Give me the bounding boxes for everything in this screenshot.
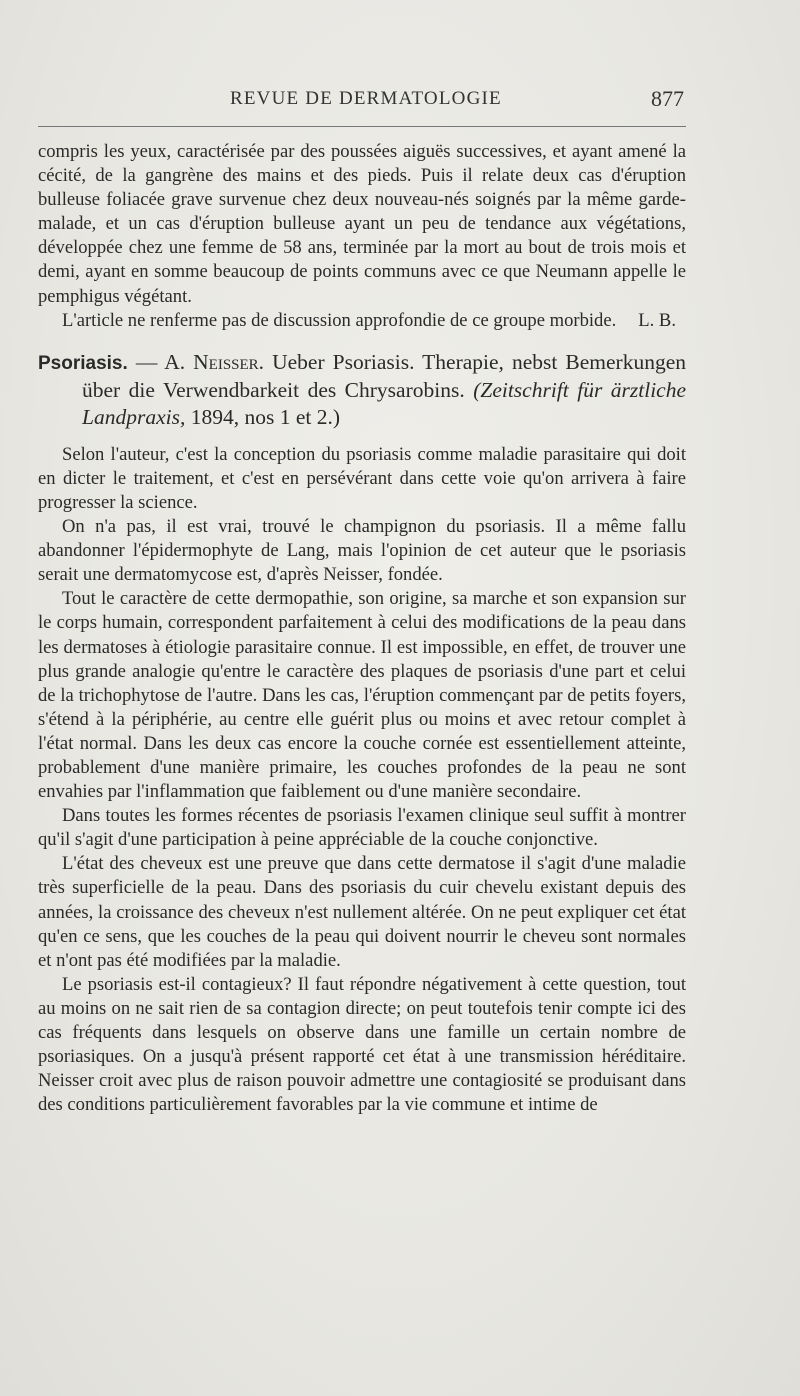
prev-article-closing: L'article ne renferme pas de discussion approfondie de ce groupe morbide.: [62, 309, 617, 331]
author-initial: A.: [164, 349, 186, 374]
paragraph: Tout le caractère de cette dermopathie, son origine, sa marche et son expansion sur le corps humain, correspondent parfaitement à celui des modifications de la peau dans les dermatoses à étiologie parasitaire connue. Il est impossible, en effet, de trouver une plus grande analogie qu'entre le caractère des plaques de psoriasis d'une part et celui de la trichophytose de l'autre. Dans les cas, l'éruption commençant par de petits foyers, s'étend à la périphérie, au centre elle guérit plus ou moins et avec retour complet à l'état normal. Dans les deux cas encore la couche cornée est essentiellement atteinte, probablement d'une manière primaire, les couches profondes de la peau ne sont envahies par l'inflammation que faiblement ou d'une manière secondaire.: [38, 588, 686, 803]
paragraph: Selon l'auteur, c'est la conception du psoriasis comme maladie parasitaire qui doit en dicter le traitement, et c'est en persévérant dans cette voie qu'on arrivera à faire progresser la science.: [38, 443, 686, 513]
prev-article-text: compris les yeux, caractérisée par des poussées aiguës successives, et ayant amené la cécité, de la gangrène des mains et des pieds. Puis il relate deux cas d'éruption bulleuse foliacée grave survenue chez deux nouveau-nés soignés par la même garde-malade, et un cas d'éruption bulleuse ayant un peu de tendance aux végétations, développée chez une femme de 58 ans, terminée par la mort au bout de trois mois et demi, ayant en somme beaucoup de points communs avec ce que Neumann appelle le pemphigus végétant.: [38, 141, 686, 307]
paragraph: Dans toutes les formes récentes de psoriasis l'examen clinique seul suffit à montrer qu'il s'agit d'une participation à peine appréciable de la couche conjonctive.: [38, 805, 686, 851]
header-rule: [38, 126, 686, 127]
citation: 1894, nos 1 et 2.): [190, 404, 341, 429]
paragraph: Le psoriasis est-il contagieux? Il faut répondre négativement à cette question, tout au moins on ne sait rien de sa contagion directe; on peut toutefois tenir compte ici des cas fréquents dans lesquels on observe dans une famille un certain nombre de psoriasiques. On a jusqu'à présent rapporté cet état à une transmission héréditaire. Neisser croit avec plus de raison pouvoir admettre une contagiosité se produisant dans des conditions particulièrement favorables par la vie commune et intime de: [38, 973, 686, 1116]
paragraph: On n'a pas, il est vrai, trouvé le champignon du psoriasis. Il a même fallu abandonner l'épidermophyte de Lang, mais l'opinion de cet auteur que le psoriasis serait une dermatomycose est, d'après Neisser, fondée.: [38, 516, 686, 586]
reviewer-signature: L. B.: [638, 309, 676, 331]
running-header: [38, 84, 686, 114]
page-number: 877: [651, 86, 684, 111]
paragraph: L'état des cheveux est une preuve que dans cette dermatose il s'agit d'une maladie très superficielle de la peau. Dans des psoriasis du cuir chevelu existant depuis des années, la croissance des cheveux n'est nullement altérée. On ne peut expliquer cet état qu'en ce sens, que les couches de la peau qui doivent nourrir le cheveu sont normales et n'ont pas été modifiées par la maladie.: [38, 853, 686, 971]
article-topic: Psoriasis.: [38, 352, 128, 374]
article-author: Neisser.: [193, 349, 265, 374]
journal-name: (Zeitschrift für ärztliche Landpraxis,: [82, 377, 687, 429]
journal-title: REVUE DE DERMATOLOGIE: [230, 88, 502, 109]
article-title: Ueber Psoriasis. Therapie, nebst Bemerkungen über die Verwendbarkeit des Chrysarobins.: [82, 349, 686, 402]
article-heading: [38, 349, 686, 431]
heading-dash: —: [135, 349, 158, 374]
article-body: [38, 443, 686, 1118]
page-body: [38, 140, 686, 1117]
